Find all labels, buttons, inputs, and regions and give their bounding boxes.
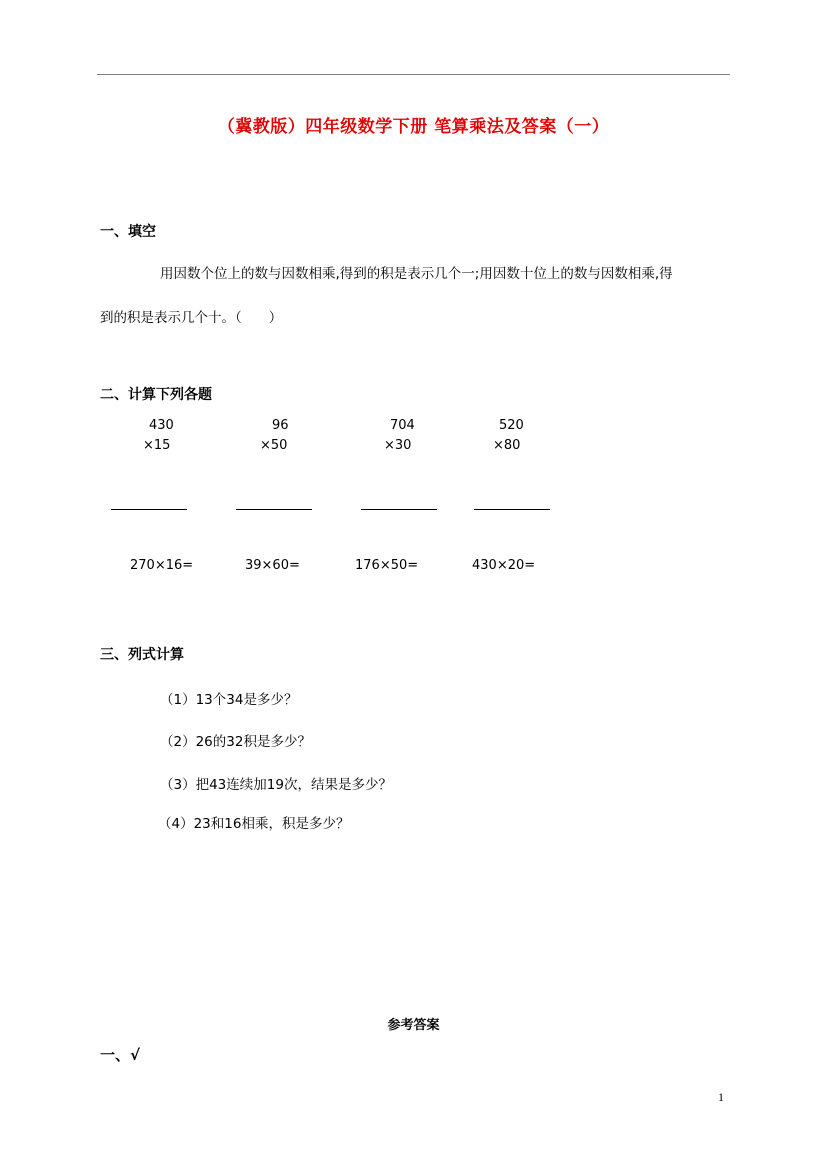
section1-heading: 一、填空 xyxy=(100,224,156,240)
vertical-top-4: 520 xyxy=(499,418,524,433)
answer-line-1 xyxy=(111,509,187,510)
horizontal-problem-3: 176×50= xyxy=(355,558,419,573)
vertical-top-3: 704 xyxy=(390,418,415,433)
section1-line1: 用因数个位上的数与因数相乘,得到的积是表示几个一;用因数十位上的数与因数相乘,得 xyxy=(160,266,673,282)
document-title: （冀教版）四年级数学下册 笔算乘法及答案（一） xyxy=(217,117,610,137)
horizontal-problem-1: 270×16= xyxy=(130,558,194,573)
answers-title: 参考答案 xyxy=(387,1018,440,1033)
question-4: （4）23和16相乘，积是多少？ xyxy=(158,816,350,832)
vertical-bottom-1: ×15 xyxy=(143,438,171,453)
question-2: （2）26的32积是多少？ xyxy=(160,734,311,750)
horizontal-problem-2: 39×60= xyxy=(245,558,300,573)
answer-line-2 xyxy=(236,509,312,510)
section2-heading: 二、计算下列各题 xyxy=(100,387,212,403)
answer-line-3 xyxy=(361,509,437,510)
section1-line2: 到的积是表示几个十。（ ） xyxy=(100,310,283,326)
page-number: 1 xyxy=(718,1090,724,1104)
header-rule xyxy=(97,74,730,75)
vertical-top-1: 430 xyxy=(149,418,174,433)
question-1: （1）13个34是多少？ xyxy=(160,692,298,708)
answer-line-4 xyxy=(474,509,550,510)
question-3: （3）把43连续加19次，结果是多少？ xyxy=(160,777,392,793)
answer-item-1: 一、√ xyxy=(100,1046,141,1064)
vertical-top-2: 96 xyxy=(272,418,289,433)
horizontal-problem-4: 430×20= xyxy=(472,558,536,573)
vertical-bottom-4: ×80 xyxy=(493,438,521,453)
vertical-bottom-3: ×30 xyxy=(384,438,412,453)
section3-heading: 三、列式计算 xyxy=(100,647,184,663)
vertical-bottom-2: ×50 xyxy=(260,438,288,453)
